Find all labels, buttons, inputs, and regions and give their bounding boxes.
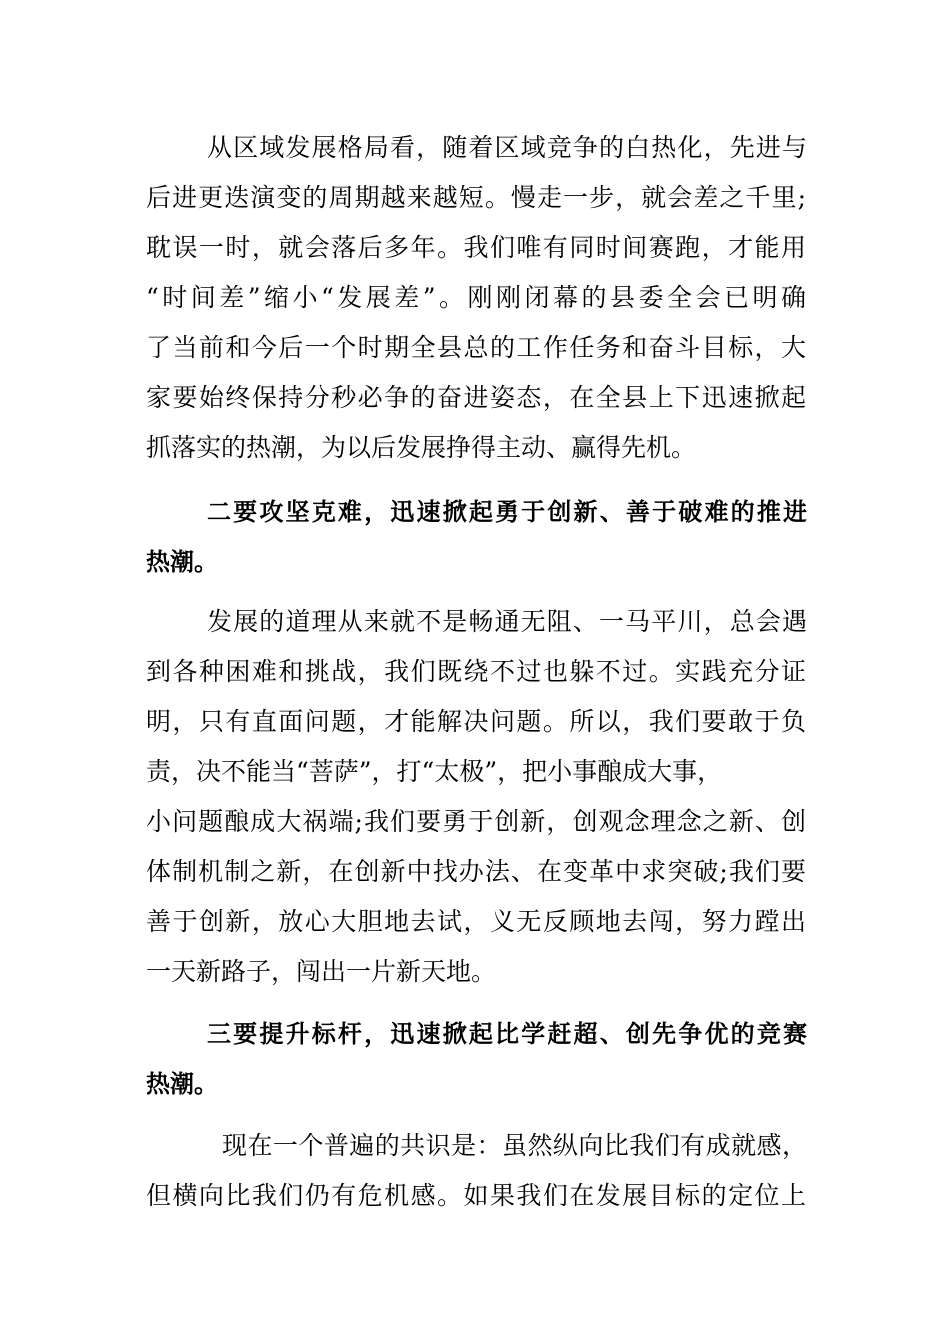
text-line: 了当前和今后一个时期全县总的工作任务和奋斗目标，大 xyxy=(146,333,806,362)
heading-line: 热潮。 xyxy=(146,1070,218,1098)
text-line: 体制机制之新，在创新中找办法、在变革中求突破;我们要 xyxy=(146,857,806,886)
text-line: 从区域发展格局看，随着区域竞争的白热化，先进与 xyxy=(207,133,807,162)
text-line: 发展的道理从来就不是畅通无阻、一马平川，总会遇 xyxy=(207,607,807,636)
text-line: 善于创新，放心大胆地去试，义无反顾地去闯，努力蹚出 xyxy=(146,907,806,936)
text-line: 明，只有直面问题，才能解决问题。所以，我们要敢于负 xyxy=(146,707,806,736)
text-line: 抓落实的热潮，为以后发展挣得主动、赢得先机。 xyxy=(146,433,697,462)
text-line: 耽误一时，就会落后多年。我们唯有同时间赛跑，才能用 xyxy=(146,233,806,262)
text-line: 但横向比我们仍有危机感。如果我们在发展目标的定位上 xyxy=(146,1181,806,1210)
text-line: 现在一个普遍的共识是：虽然纵向比我们有成就感， xyxy=(222,1131,807,1160)
heading-line: 三要提升标杆，迅速掀起比学赶超、创先争优的竞赛 xyxy=(207,1020,807,1048)
text-line: 一天新路子，闯出一片新天地。 xyxy=(146,957,497,986)
text-line: 责，决不能当“菩萨”，打“太极”，把小事酿成大事， xyxy=(146,757,723,786)
heading-line: 热潮。 xyxy=(146,548,218,576)
heading-line: 二要攻坚克难，迅速掀起勇于创新、善于破难的推进 xyxy=(207,498,807,526)
text-line: 后进更迭演变的周期越来越短。慢走一步，就会差之千里; xyxy=(146,183,806,212)
text-line: “时间差”缩小“发展差”。刚刚闭幕的县委全会已明确 xyxy=(146,283,806,312)
text-line: 到各种困难和挑战，我们既绕不过也躲不过。实践充分证 xyxy=(146,657,806,686)
text-line: 家要始终保持分秒必争的奋进姿态，在全县上下迅速掀起 xyxy=(146,383,806,412)
text-line: 小问题酿成大祸端;我们要勇于创新，创观念理念之新、创 xyxy=(146,807,806,836)
